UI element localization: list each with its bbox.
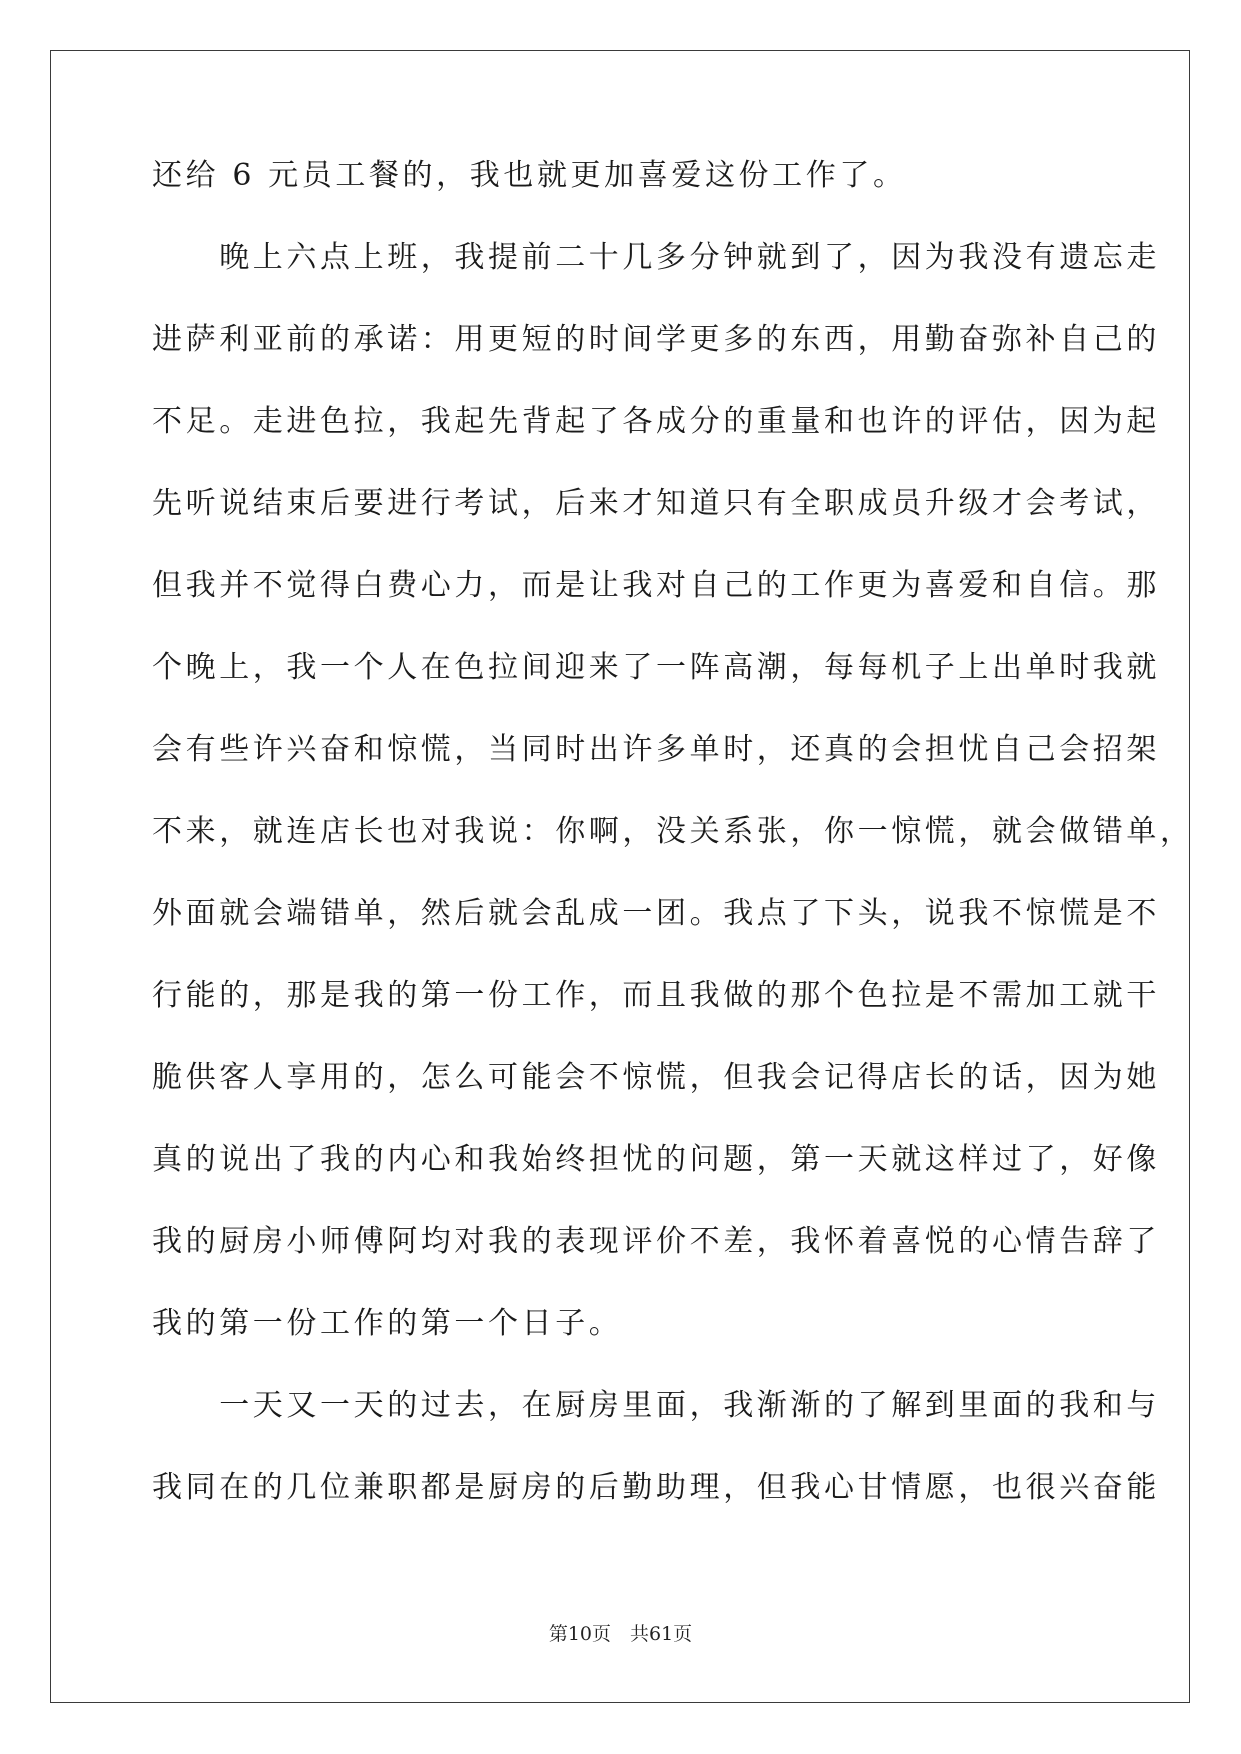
- text-line: 个晚上，我一个人在色拉间迎来了一阵高潮，每每机子上出单时我就: [152, 650, 1160, 685]
- text-line: 不来，就连店长也对我说：你啊，没关系张，你一惊慌，就会做错单，: [152, 814, 1194, 849]
- text-line: 但我并不觉得白费心力，而是让我对自己的工作更为喜爱和自信。那: [152, 568, 1160, 603]
- document-body: [152, 158, 1194, 1552]
- text-line: 外面就会端错单，然后就会乱成一团。我点了下头，说我不惊慌是不: [152, 896, 1160, 931]
- text-line: 还给 6 元员工餐的，我也就更加喜爱这份工作了。: [152, 158, 907, 193]
- text-line: 晚上六点上班，我提前二十几多分钟就到了，因为我没有遗忘走: [152, 240, 1160, 275]
- text-line: 我的厨房小师傅阿均对我的表现评价不差，我怀着喜悦的心情告辞了: [152, 1224, 1160, 1259]
- text-line: 进萨利亚前的承诺：用更短的时间学更多的东西，用勤奋弥补自己的: [152, 322, 1160, 357]
- page-number-footer: 第10页 共61页: [548, 1623, 693, 1645]
- text-line: 我同在的几位兼职都是厨房的后勤助理，但我心甘情愿，也很兴奋能: [152, 1470, 1160, 1505]
- text-line: 先听说结束后要进行考试，后来才知道只有全职成员升级才会考试，: [152, 486, 1160, 521]
- text-line: 不足。走进色拉，我起先背起了各成分的重量和也许的评估，因为起: [152, 404, 1160, 439]
- text-line: 脆供客人享用的，怎么可能会不惊慌，但我会记得店长的话，因为她: [152, 1060, 1160, 1095]
- text-line: 一天又一天的过去，在厨房里面，我渐渐的了解到里面的我和与: [152, 1388, 1160, 1423]
- text-line: 行能的，那是我的第一份工作，而且我做的那个色拉是不需加工就干: [152, 978, 1160, 1013]
- text-line: 我的第一份工作的第一个日子。: [152, 1306, 623, 1341]
- text-line: 真的说出了我的内心和我始终担忧的问题，第一天就这样过了，好像: [152, 1142, 1160, 1177]
- text-line: 会有些许兴奋和惊慌，当同时出许多单时，还真的会担忧自己会招架: [152, 732, 1160, 767]
